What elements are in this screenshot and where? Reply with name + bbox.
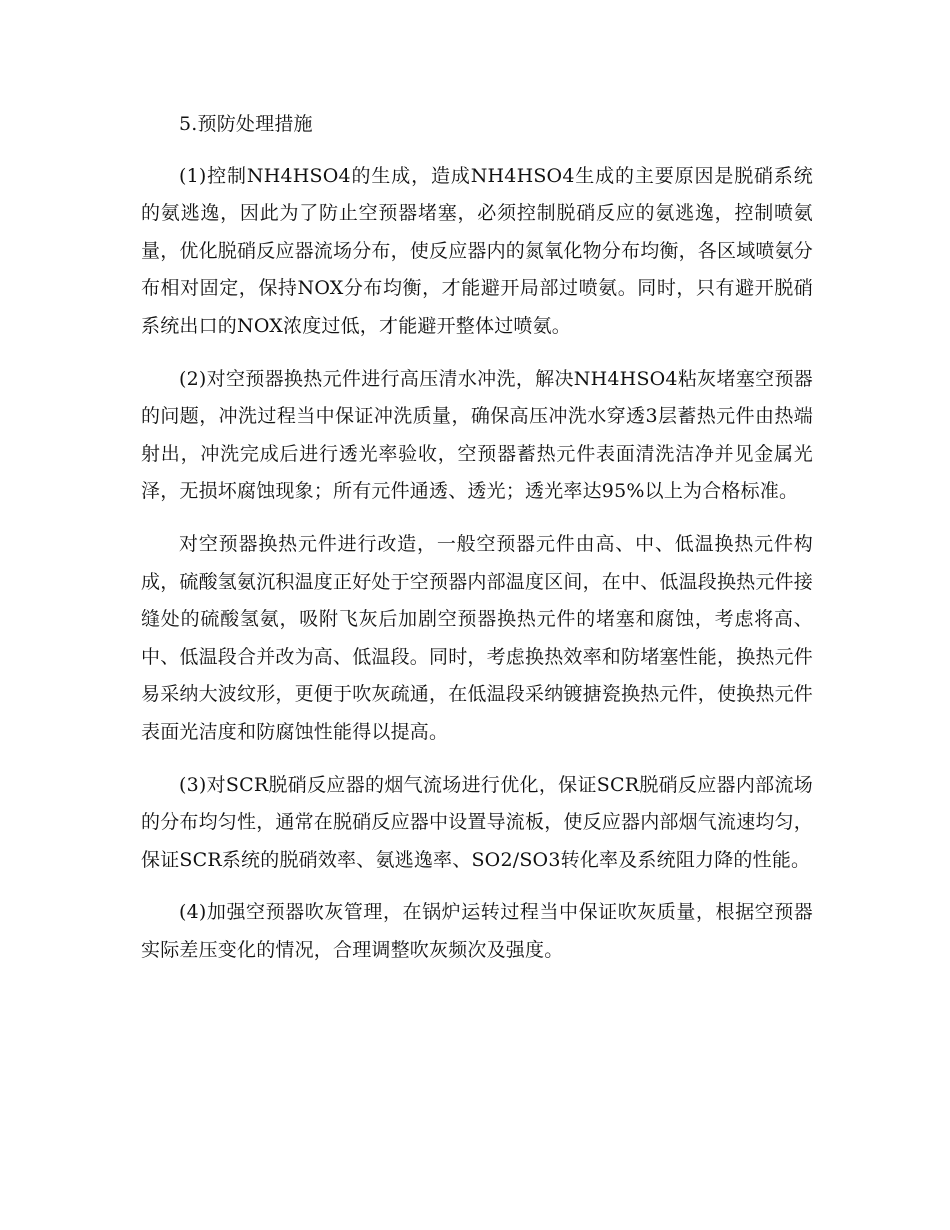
- paragraph-3: 对空预器换热元件进行改造，一般空预器元件由高、中、低温换热元件构成，硫酸氢氨沉积温度正好处于空预器内部温度区间，在中、低温段换热元件接缝处的硫酸氢氨，吸附飞灰后加剧空预器换热元件的堵塞和腐蚀，考虑将高、中、低温段合并改为高、低温段。同时，考虑换热效率和防堵塞性能，换热元件易采纳大波纹形，更便于吹灰疏通，在低温段采纳镀搪瓷换热元件，使换热元件表面光洁度和防腐蚀性能得以提高。: [141, 532, 814, 743]
- document-page: [141, 106, 813, 984]
- paragraph-5: (4)加强空预器吹灰管理，在锅炉运转过程当中保证吹灰质量，根据空预器实际差压变化的情况，合理调整吹灰频次及强度。: [141, 901, 813, 961]
- section-heading: 5.预防处理措施: [179, 113, 313, 135]
- paragraph-2: (2)对空预器换热元件进行高压清水冲洗，解决NH4HSO4粘灰堵塞空预器的问题，冲洗过程当中保证冲洗质量，确保高压冲洗水穿透3层蓄热元件由热端射出，冲洗完成后进行透光率验收，空预器蓄热元件表面清洗洁净并见金属光泽，无损坏腐蚀现象；所有元件通透、透光；透光率达95%以上为合格标准。: [141, 367, 813, 503]
- paragraph-1: (1)控制NH4HSO4的生成，造成NH4HSO4生成的主要原因是脱硝系统的氨逃逸，因此为了防止空预器堵塞，必须控制脱硝反应的氨逃逸，控制喷氨量，优化脱硝反应器流场分布，使反应器内的氮氧化物分布均衡，各区域喷氨分布相对固定，保持NOX分布均衡，才能避开局部过喷氨。同时，只有避开脱硝系统出口的NOX浓度过低，才能避开整体过喷氨。: [141, 164, 814, 337]
- paragraph-4: (3)对SCR脱硝反应器的烟气流场进行优化，保证SCR脱硝反应器内部流场的分布均匀性，通常在脱硝反应器中设置导流板，使反应器内部烟气流速均匀，保证SCR系统的脱硝效率、氨逃逸率、SO2/SO3转化率及系统阻力降的性能。: [141, 773, 814, 871]
